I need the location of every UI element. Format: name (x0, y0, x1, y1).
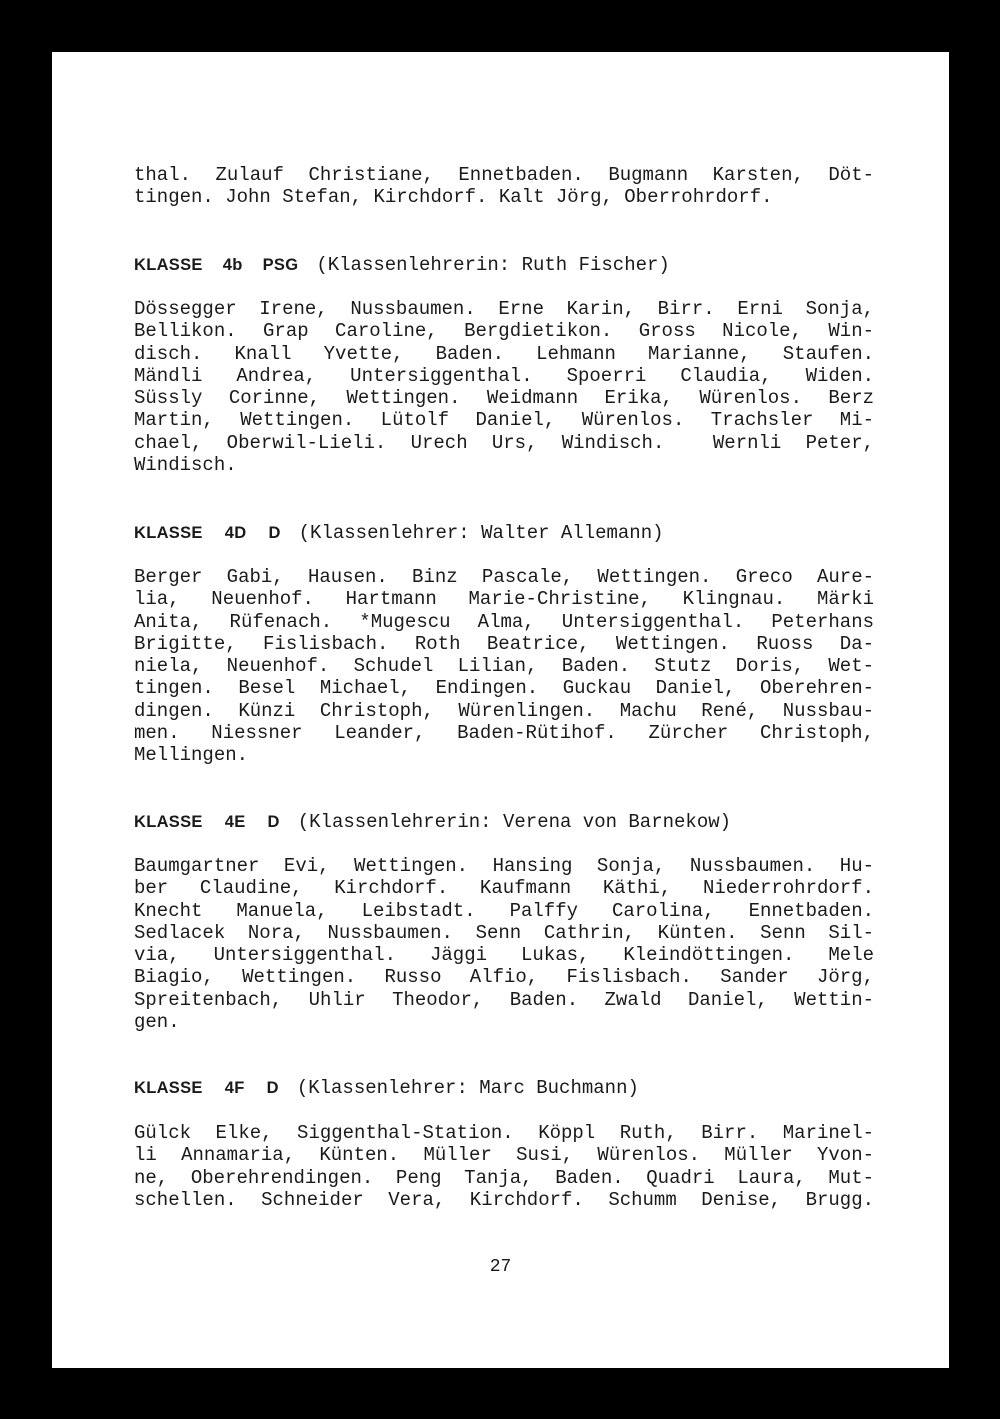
student-list-4e (134, 855, 874, 1033)
text-line: dingen. Künzi Christoph, Würenlingen. Machu René, Nussbau- (134, 699, 874, 722)
text-line: Biagio, Wettingen. Russo Alfio, Fislisbach. Sander Jörg, (134, 966, 874, 989)
intro-paragraph (134, 164, 874, 209)
class-type: D (267, 813, 280, 831)
student-list-4f (134, 1122, 874, 1211)
class-code: 4F (224, 1079, 245, 1097)
klasse-label: KLASSE (134, 256, 203, 274)
klasse-label: KLASSE (134, 1079, 203, 1097)
klasse-label: KLASSE (134, 524, 203, 542)
text-line: schellen. Schneider Vera, Kirchdorf. Schumm Denise, Brugg. (134, 1188, 874, 1211)
text-line: ne, Oberehrendingen. Peng Tanja, Baden. Quadri Laura, Mut- (134, 1166, 874, 1189)
text-line: via, Untersiggenthal. Jäggi Lukas, Kleindöttingen. Mele (134, 944, 874, 967)
document-page (52, 52, 949, 1368)
class-teacher: (Klassenlehrerin: Verena von Barnekow) (297, 811, 732, 833)
text-line: Windisch. (134, 454, 237, 477)
section-heading-4d (134, 522, 664, 544)
text-line: Berger Gabi, Hausen. Binz Pascale, Wettingen. Greco Aure- (134, 566, 874, 588)
student-list-4d (134, 566, 874, 767)
section-heading-4b (134, 254, 670, 276)
class-code: 4b (222, 256, 243, 274)
text-line: Spreitenbach, Uhlir Theodor, Baden. Zwald Daniel, Wettin- (134, 988, 874, 1011)
text-line: lia, Neuenhof. Hartmann Marie-Christine, Klingnau. Märki (134, 588, 874, 611)
text-line: tingen. John Stefan, Kirchdorf. Kalt Jörg, Oberrohrdorf. (134, 186, 773, 209)
text-line: chael, Oberwil-Lieli. Urech Urs, Windisch. Wernli Peter, (134, 431, 874, 454)
text-line: Gülck Elke, Siggenthal-Station. Köppl Ruth, Birr. Marinel- (134, 1122, 874, 1144)
text-line: Knecht Manuela, Leibstadt. Palffy Carolina, Ennetbaden. (134, 899, 874, 922)
text-line: thal. Zulauf Christiane, Ennetbaden. Bugmann Karsten, Döt- (134, 164, 874, 186)
text-line: Bellikon. Grap Caroline, Bergdietikon. Gross Nicole, Win- (134, 320, 874, 343)
page-number: 27 (489, 1257, 512, 1277)
class-type: D (266, 1079, 279, 1097)
text-line: Martin, Wettingen. Lütolf Daniel, Würenlos. Trachsler Mi- (134, 409, 874, 432)
text-line: Mellingen. (134, 744, 249, 767)
student-list-4b (134, 298, 874, 476)
section-heading-4e (134, 811, 731, 833)
class-type: PSG (262, 256, 299, 274)
text-line: Sedlacek Nora, Nussbaumen. Senn Cathrin, Künten. Senn Sil- (134, 921, 874, 944)
class-teacher: (Klassenlehrer: Marc Buchmann) (296, 1077, 639, 1099)
class-teacher: (Klassenlehrer: Walter Allemann) (298, 522, 664, 544)
text-line: tingen. Besel Michael, Endingen. Guckau Daniel, Oberehren- (134, 677, 874, 700)
text-line: li Annamaria, Künten. Müller Susi, Würenlos. Müller Yvon- (134, 1144, 874, 1167)
class-code: 4E (224, 813, 246, 831)
klasse-label: KLASSE (134, 813, 203, 831)
text-line: ber Claudine, Kirchdorf. Kaufmann Käthi, Niederrohrdorf. (134, 877, 874, 900)
text-line: Dössegger Irene, Nussbaumen. Erne Karin, Birr. Erni Sonja, (134, 298, 874, 320)
text-line: niela, Neuenhof. Schudel Lilian, Baden. Stutz Doris, Wet- (134, 655, 874, 678)
text-line: Anita, Rüfenach. *Mugescu Alma, Untersiggenthal. Peterhans (134, 610, 874, 633)
class-teacher: (Klassenlehrerin: Ruth Fischer) (316, 254, 670, 276)
class-code: 4D (224, 524, 247, 542)
text-line: men. Niessner Leander, Baden-Rütihof. Zürcher Christoph, (134, 722, 874, 745)
text-line: Brigitte, Fislisbach. Roth Beatrice, Wettingen. Ruoss Da- (134, 632, 874, 655)
text-line: Süssly Corinne, Wettingen. Weidmann Erika, Würenlos. Berz (134, 387, 874, 410)
text-line: gen. (134, 1011, 180, 1034)
text-line: Mändli Andrea, Untersiggenthal. Spoerri Claudia, Widen. (134, 364, 874, 387)
class-type: D (268, 524, 281, 542)
section-heading-4f (134, 1077, 639, 1099)
text-line: Baumgartner Evi, Wettingen. Hansing Sonja, Nussbaumen. Hu- (134, 855, 874, 877)
text-line: disch. Knall Yvette, Baden. Lehmann Marianne, Staufen. (134, 342, 874, 365)
